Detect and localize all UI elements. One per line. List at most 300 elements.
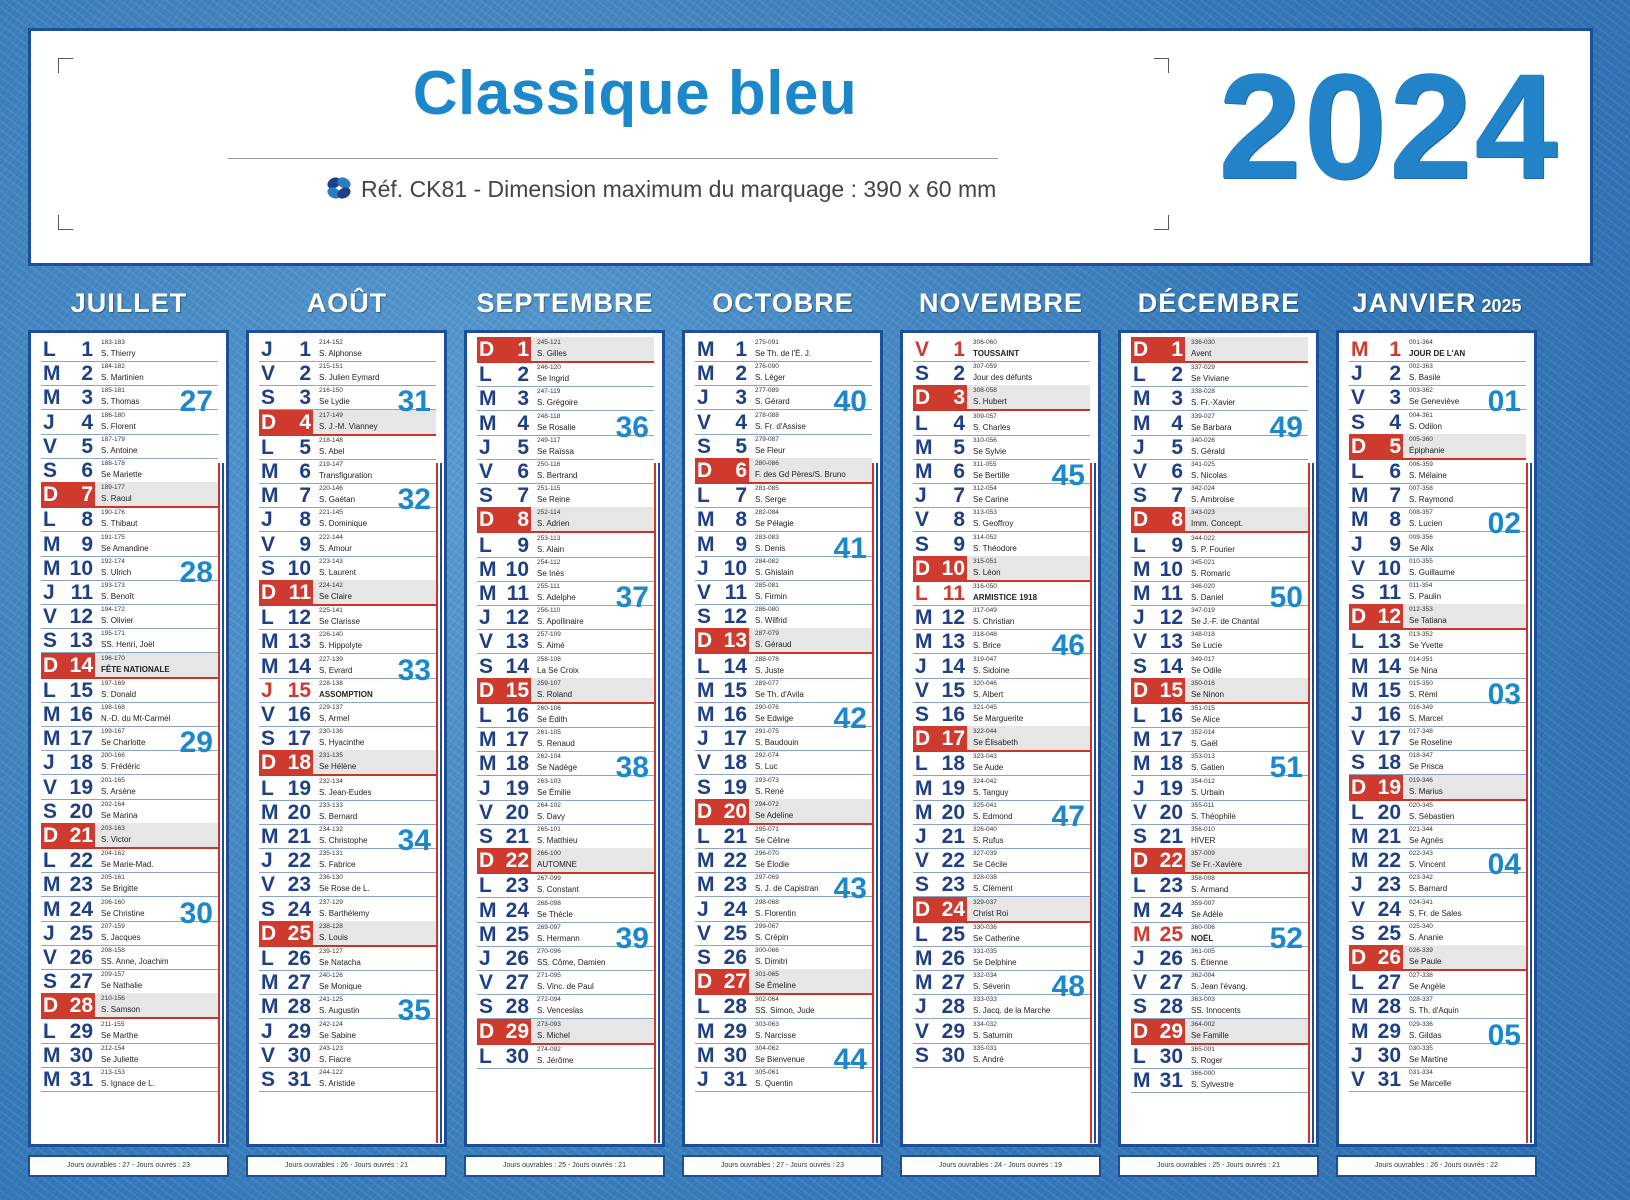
saint-name: S. Donald: [101, 689, 137, 699]
day-row[interactable]: [41, 678, 218, 703]
day-number: 28: [723, 995, 747, 1019]
day-letter: D: [1351, 776, 1381, 800]
day-ordinal: 260-106: [537, 705, 561, 712]
day-row[interactable]: [259, 872, 436, 897]
day-row[interactable]: [1131, 362, 1308, 387]
day-row[interactable]: [695, 848, 872, 873]
day-ordinal: 014-351: [1409, 655, 1433, 663]
saint-name: S. Rémi: [1409, 689, 1438, 699]
day-row[interactable]: [259, 946, 436, 971]
day-letter: D: [1351, 946, 1381, 970]
saint-name: Se Marie-Mad.: [101, 860, 154, 870]
week-number: 41: [833, 531, 867, 565]
day-number: 21: [941, 825, 965, 848]
day-row[interactable]: [1131, 678, 1308, 704]
day-row[interactable]: [477, 848, 654, 874]
week-number: 33: [397, 653, 431, 687]
day-row[interactable]: [477, 873, 654, 898]
saint-name: Se Amandine: [101, 543, 149, 553]
day-number: 20: [1159, 800, 1183, 824]
day-ordinal: 309-057: [973, 412, 997, 420]
day-row[interactable]: [695, 628, 872, 654]
day-row[interactable]: [1131, 727, 1308, 752]
day-number: 6: [1171, 460, 1183, 483]
day-ordinal: 346-020: [1191, 583, 1215, 590]
day-row[interactable]: [1349, 434, 1526, 460]
day-letter: M: [261, 800, 279, 824]
saint-name: S. Olivier: [101, 616, 134, 626]
day-row[interactable]: [1131, 386, 1308, 411]
day-number: 23: [287, 873, 311, 897]
saint-name: S. Adelphe: [537, 593, 576, 602]
day-letter: J: [43, 751, 55, 775]
day-row[interactable]: [695, 799, 872, 825]
day-row[interactable]: [477, 994, 654, 1019]
day-row[interactable]: [477, 1019, 654, 1045]
saint-name: S. Lucien: [1409, 519, 1443, 529]
day-row[interactable]: [477, 1044, 654, 1069]
day-row[interactable]: [913, 337, 1090, 362]
day-row[interactable]: [695, 945, 872, 970]
day-row[interactable]: [1131, 873, 1308, 898]
day-ordinal: 217-149: [319, 411, 343, 419]
day-letter: M: [261, 971, 279, 995]
day-row[interactable]: [913, 946, 1090, 971]
day-number: 29: [941, 1019, 965, 1043]
day-row[interactable]: [913, 361, 1090, 386]
day-row[interactable]: [41, 653, 218, 679]
saint-name: S. Venceslas: [537, 1006, 584, 1016]
day-row[interactable]: [259, 435, 436, 460]
day-row[interactable]: [259, 897, 436, 922]
day-row[interactable]: [41, 823, 218, 849]
saint-name: S. Léger: [755, 373, 786, 383]
day-row[interactable]: [1131, 1019, 1308, 1045]
day-letter: L: [697, 484, 710, 508]
day-row[interactable]: [695, 824, 872, 849]
week-number: 43: [833, 872, 867, 906]
day-row[interactable]: [41, 848, 218, 873]
day-letter: M: [43, 556, 61, 580]
day-number: 21: [505, 825, 529, 848]
day-ordinal: 019-346: [1409, 776, 1433, 784]
saint-name: Se Viviane: [1191, 374, 1230, 384]
day-letter: S: [479, 995, 494, 1019]
day-row[interactable]: [41, 482, 218, 508]
saint-name: Se Barbara: [1191, 422, 1232, 432]
day-number: 26: [941, 947, 965, 970]
day-row[interactable]: [695, 458, 872, 484]
day-row[interactable]: [1349, 750, 1526, 775]
day-row[interactable]: [1131, 654, 1308, 679]
day-row[interactable]: [259, 532, 436, 557]
day-row[interactable]: [477, 800, 654, 825]
day-row[interactable]: [695, 969, 872, 995]
day-ordinal: 280-086: [755, 460, 779, 467]
day-row[interactable]: [695, 1019, 872, 1044]
day-row[interactable]: [1349, 726, 1526, 751]
day-row[interactable]: [259, 1067, 436, 1092]
day-row[interactable]: [259, 605, 436, 630]
day-number: 23: [723, 873, 747, 897]
day-row[interactable]: [695, 750, 872, 775]
day-row[interactable]: [695, 483, 872, 508]
day-row[interactable]: [913, 435, 1090, 460]
day-row[interactable]: [1349, 654, 1526, 679]
day-row[interactable]: [1349, 970, 1526, 995]
day-row[interactable]: [1131, 557, 1308, 582]
day-row[interactable]: [477, 362, 654, 387]
day-row[interactable]: [695, 654, 872, 679]
day-row[interactable]: [41, 434, 218, 459]
day-row[interactable]: [1131, 1068, 1308, 1093]
saint-name: Christ Roi: [973, 908, 1009, 918]
day-ordinal: 351-015: [1191, 705, 1215, 712]
day-ordinal: 273-093: [537, 1020, 561, 1028]
day-row[interactable]: [1131, 800, 1308, 825]
day-row[interactable]: [1131, 629, 1308, 654]
saint-name: S. Davy: [537, 811, 566, 821]
day-row[interactable]: [477, 824, 654, 849]
day-row[interactable]: [1131, 533, 1308, 558]
day-ordinal: 256-110: [537, 607, 561, 615]
day-row[interactable]: [41, 1019, 218, 1044]
day-letter: V: [915, 508, 930, 532]
day-row[interactable]: [259, 921, 436, 947]
day-row[interactable]: [913, 751, 1090, 776]
day-row[interactable]: [259, 726, 436, 751]
day-row[interactable]: [41, 532, 218, 557]
day-ordinal: 030-335: [1409, 1044, 1433, 1052]
week-number: 31: [397, 385, 431, 419]
day-ordinal: 008-357: [1409, 509, 1433, 517]
day-row[interactable]: [913, 897, 1090, 923]
day-row[interactable]: [913, 848, 1090, 873]
saint-name: S. Alphonse: [319, 349, 362, 358]
day-row[interactable]: [477, 483, 654, 508]
day-number: 2: [953, 362, 965, 386]
day-row[interactable]: [1131, 970, 1308, 995]
day-row[interactable]: [913, 702, 1090, 727]
day-row[interactable]: [259, 970, 436, 995]
week-number: 37: [615, 581, 649, 614]
day-row[interactable]: [1131, 337, 1308, 363]
day-row[interactable]: [41, 604, 218, 629]
day-row[interactable]: [41, 337, 218, 362]
day-letter: M: [1133, 1069, 1151, 1092]
day-letter: V: [479, 971, 494, 995]
day-ordinal: 232-134: [319, 777, 343, 785]
day-ordinal: 293-073: [755, 776, 779, 784]
day-row[interactable]: [1131, 507, 1308, 533]
day-row[interactable]: [259, 580, 436, 606]
saint-name: S. Hermann: [537, 933, 580, 943]
day-row[interactable]: [259, 361, 436, 386]
day-row[interactable]: [259, 776, 436, 801]
saint-name: S. Constant: [537, 885, 579, 895]
saint-name: S. Ananie: [1409, 932, 1444, 942]
day-row[interactable]: [913, 605, 1090, 630]
day-ordinal: 207-159: [101, 922, 125, 930]
day-row[interactable]: [259, 459, 436, 484]
day-row[interactable]: [913, 678, 1090, 703]
day-number: 25: [1159, 922, 1183, 946]
day-ordinal: 281-085: [755, 485, 779, 493]
day-row[interactable]: [477, 557, 654, 582]
day-row[interactable]: [41, 702, 218, 727]
day-row[interactable]: [259, 337, 436, 362]
day-row[interactable]: [477, 507, 654, 533]
day-row[interactable]: [477, 898, 654, 923]
day-row[interactable]: [41, 507, 218, 532]
day-row[interactable]: [259, 800, 436, 825]
day-row[interactable]: [695, 337, 872, 362]
day-row[interactable]: [913, 556, 1090, 582]
day-letter: M: [1351, 508, 1369, 532]
day-row[interactable]: [41, 969, 218, 994]
day-ordinal: 362-004: [1191, 972, 1215, 980]
day-row[interactable]: [1349, 921, 1526, 946]
day-row[interactable]: [695, 434, 872, 459]
day-number: 17: [1159, 728, 1183, 752]
day-row[interactable]: [41, 993, 218, 1019]
saint-name: S. Théophile: [1191, 811, 1236, 821]
day-ordinal: 219-147: [319, 461, 343, 468]
day-row[interactable]: [1131, 459, 1308, 484]
day-ordinal: 205-161: [101, 874, 125, 882]
day-row[interactable]: [1131, 824, 1308, 849]
day-row[interactable]: [1131, 994, 1308, 1019]
saint-name: S. Odilon: [1409, 421, 1442, 431]
day-row[interactable]: [1349, 580, 1526, 605]
day-row[interactable]: [695, 921, 872, 946]
saint-name: Se Agnès: [1409, 836, 1444, 845]
day-row[interactable]: [913, 922, 1090, 947]
saint-name: Se Marthe: [101, 1030, 138, 1040]
day-letter: L: [43, 678, 56, 702]
day-ordinal: 337-029: [1191, 364, 1215, 372]
day-row[interactable]: [913, 411, 1090, 436]
day-row[interactable]: [259, 556, 436, 581]
day-row[interactable]: [1349, 361, 1526, 386]
day-row[interactable]: [477, 654, 654, 679]
day-row[interactable]: [1349, 775, 1526, 801]
saint-name: Épiphanie: [1409, 445, 1445, 455]
day-row[interactable]: [695, 580, 872, 605]
day-row[interactable]: [695, 361, 872, 386]
day-row[interactable]: [913, 872, 1090, 897]
saint-name: S. Roland: [537, 689, 573, 699]
day-ordinal: 220-146: [319, 485, 343, 493]
day-letter: J: [1351, 532, 1363, 556]
saint-name: S. Serge: [755, 495, 787, 505]
day-letter: M: [261, 654, 279, 678]
day-row[interactable]: [477, 629, 654, 654]
day-row[interactable]: [1349, 945, 1526, 971]
month-day-list: [913, 337, 1090, 1140]
day-letter: V: [697, 921, 712, 945]
day-row[interactable]: [913, 1043, 1090, 1068]
day-ordinal: 023-342: [1409, 874, 1433, 882]
day-row[interactable]: [259, 750, 436, 776]
day-row[interactable]: [259, 702, 436, 727]
day-letter: D: [43, 994, 73, 1018]
day-number: 4: [735, 410, 747, 434]
day-row[interactable]: [1349, 897, 1526, 922]
day-ordinal: 234-132: [319, 826, 343, 833]
day-letter: D: [697, 459, 727, 483]
saint-name: S. Sylvestre: [1191, 1080, 1234, 1089]
day-row[interactable]: [477, 533, 654, 558]
day-letter: V: [1133, 971, 1148, 995]
day-letter: M: [261, 484, 279, 508]
saint-name: S. Dimitri: [755, 957, 788, 966]
day-row[interactable]: [1131, 483, 1308, 508]
day-letter: V: [261, 703, 276, 726]
day-ordinal: 235-131: [319, 850, 343, 858]
saint-name: S. Vinc. de Paul: [537, 982, 594, 992]
day-ordinal: 330-036: [973, 923, 997, 931]
day-ordinal: 026-339: [1409, 947, 1433, 954]
day-row[interactable]: [477, 678, 654, 704]
day-row[interactable]: [695, 994, 872, 1019]
day-ordinal: 272-094: [537, 996, 561, 1004]
day-row[interactable]: [695, 507, 872, 532]
day-letter: M: [479, 898, 497, 922]
day-number: 30: [1159, 1044, 1183, 1068]
day-ordinal: 345-021: [1191, 558, 1215, 566]
day-letter: L: [479, 363, 492, 387]
day-row[interactable]: [41, 799, 218, 824]
day-ordinal: 323-043: [973, 753, 997, 761]
day-ordinal: 265-101: [537, 826, 561, 833]
day-ordinal: 279-087: [755, 435, 779, 443]
day-ordinal: 214-152: [319, 339, 343, 346]
saint-name: Se Carine: [973, 495, 1009, 505]
day-row[interactable]: [41, 945, 218, 970]
day-ordinal: 001-364: [1409, 339, 1433, 346]
day-row[interactable]: [477, 970, 654, 995]
day-number: 20: [69, 799, 93, 823]
day-letter: M: [1351, 995, 1369, 1019]
day-row[interactable]: [1131, 703, 1308, 728]
day-number: 5: [953, 435, 965, 459]
day-row[interactable]: [477, 703, 654, 728]
day-letter: M: [697, 532, 715, 556]
day-row[interactable]: [477, 337, 654, 363]
day-row[interactable]: [695, 678, 872, 703]
day-ordinal: 195-171: [101, 630, 125, 638]
day-letter: S: [479, 484, 494, 508]
day-ordinal: 328-038: [973, 874, 997, 882]
day-letter: S: [1133, 995, 1148, 1019]
saint-name: S. Edmond: [973, 811, 1013, 821]
day-number: 8: [497, 508, 529, 532]
day-ordinal: 211-155: [101, 1020, 125, 1028]
day-number: 18: [505, 752, 529, 776]
day-letter: D: [261, 922, 291, 946]
day-row[interactable]: [913, 581, 1090, 606]
saint-name: S. Laurent: [319, 567, 356, 577]
day-number: 8: [81, 508, 93, 532]
day-row[interactable]: [1131, 1044, 1308, 1069]
day-ordinal: 311-055: [973, 461, 997, 468]
day-number: 1: [735, 338, 747, 361]
day-letter: M: [915, 947, 933, 970]
day-ordinal: 358-008: [1191, 875, 1215, 883]
day-row[interactable]: [1349, 556, 1526, 581]
day-row[interactable]: [259, 629, 436, 654]
day-row[interactable]: [41, 458, 218, 483]
day-row[interactable]: [41, 1067, 218, 1092]
day-row[interactable]: [41, 628, 218, 653]
day-ordinal: 247-119: [537, 388, 561, 396]
day-letter: V: [697, 581, 712, 604]
day-letter: D: [43, 824, 73, 848]
day-row[interactable]: [913, 532, 1090, 557]
day-row[interactable]: [913, 776, 1090, 801]
day-letter: L: [697, 654, 710, 678]
day-row[interactable]: [1349, 459, 1526, 484]
day-letter: L: [261, 435, 274, 459]
saint-name: S. Firmin: [755, 592, 787, 601]
day-number: 20: [505, 800, 529, 824]
day-row[interactable]: [913, 1019, 1090, 1044]
month-day-list: [259, 337, 436, 1140]
day-number: 6: [715, 459, 747, 483]
day-letter: D: [697, 629, 727, 653]
week-number: 42: [833, 702, 867, 735]
day-ordinal: 231-135: [319, 752, 343, 760]
day-row[interactable]: [259, 1043, 436, 1068]
crop-mark: [1154, 215, 1169, 230]
day-row[interactable]: [1349, 800, 1526, 825]
day-row[interactable]: [41, 361, 218, 386]
saint-name: Se J.-F. de Chantal: [1191, 617, 1260, 627]
day-letter: M: [479, 728, 497, 752]
day-row[interactable]: [41, 872, 218, 897]
day-row[interactable]: [1349, 337, 1526, 362]
day-row[interactable]: [913, 507, 1090, 532]
day-row[interactable]: [1349, 994, 1526, 1019]
day-row[interactable]: [477, 727, 654, 752]
day-row[interactable]: [913, 385, 1090, 411]
day-row[interactable]: [1131, 898, 1308, 923]
day-row[interactable]: [913, 726, 1090, 752]
day-row[interactable]: [1349, 1067, 1526, 1092]
day-row[interactable]: [41, 1043, 218, 1068]
day-number: 5: [517, 435, 529, 459]
day-letter: L: [915, 752, 928, 776]
day-row[interactable]: [695, 604, 872, 629]
day-row[interactable]: [1349, 629, 1526, 654]
day-row[interactable]: [41, 775, 218, 800]
day-row[interactable]: [477, 386, 654, 411]
day-row[interactable]: [1349, 824, 1526, 849]
day-row[interactable]: [1131, 848, 1308, 874]
day-letter: L: [1351, 630, 1364, 654]
day-row[interactable]: [1349, 604, 1526, 630]
saint-name: Se Odile: [1191, 665, 1222, 675]
day-row[interactable]: [695, 775, 872, 800]
week-number: 50: [1269, 581, 1303, 614]
day-row[interactable]: [1349, 483, 1526, 508]
day-row[interactable]: [477, 459, 654, 484]
day-ordinal: 270-096: [537, 948, 561, 955]
day-letter: M: [697, 1019, 715, 1043]
day-letter: S: [43, 629, 58, 653]
saint-name: Se Alix: [1409, 543, 1434, 553]
